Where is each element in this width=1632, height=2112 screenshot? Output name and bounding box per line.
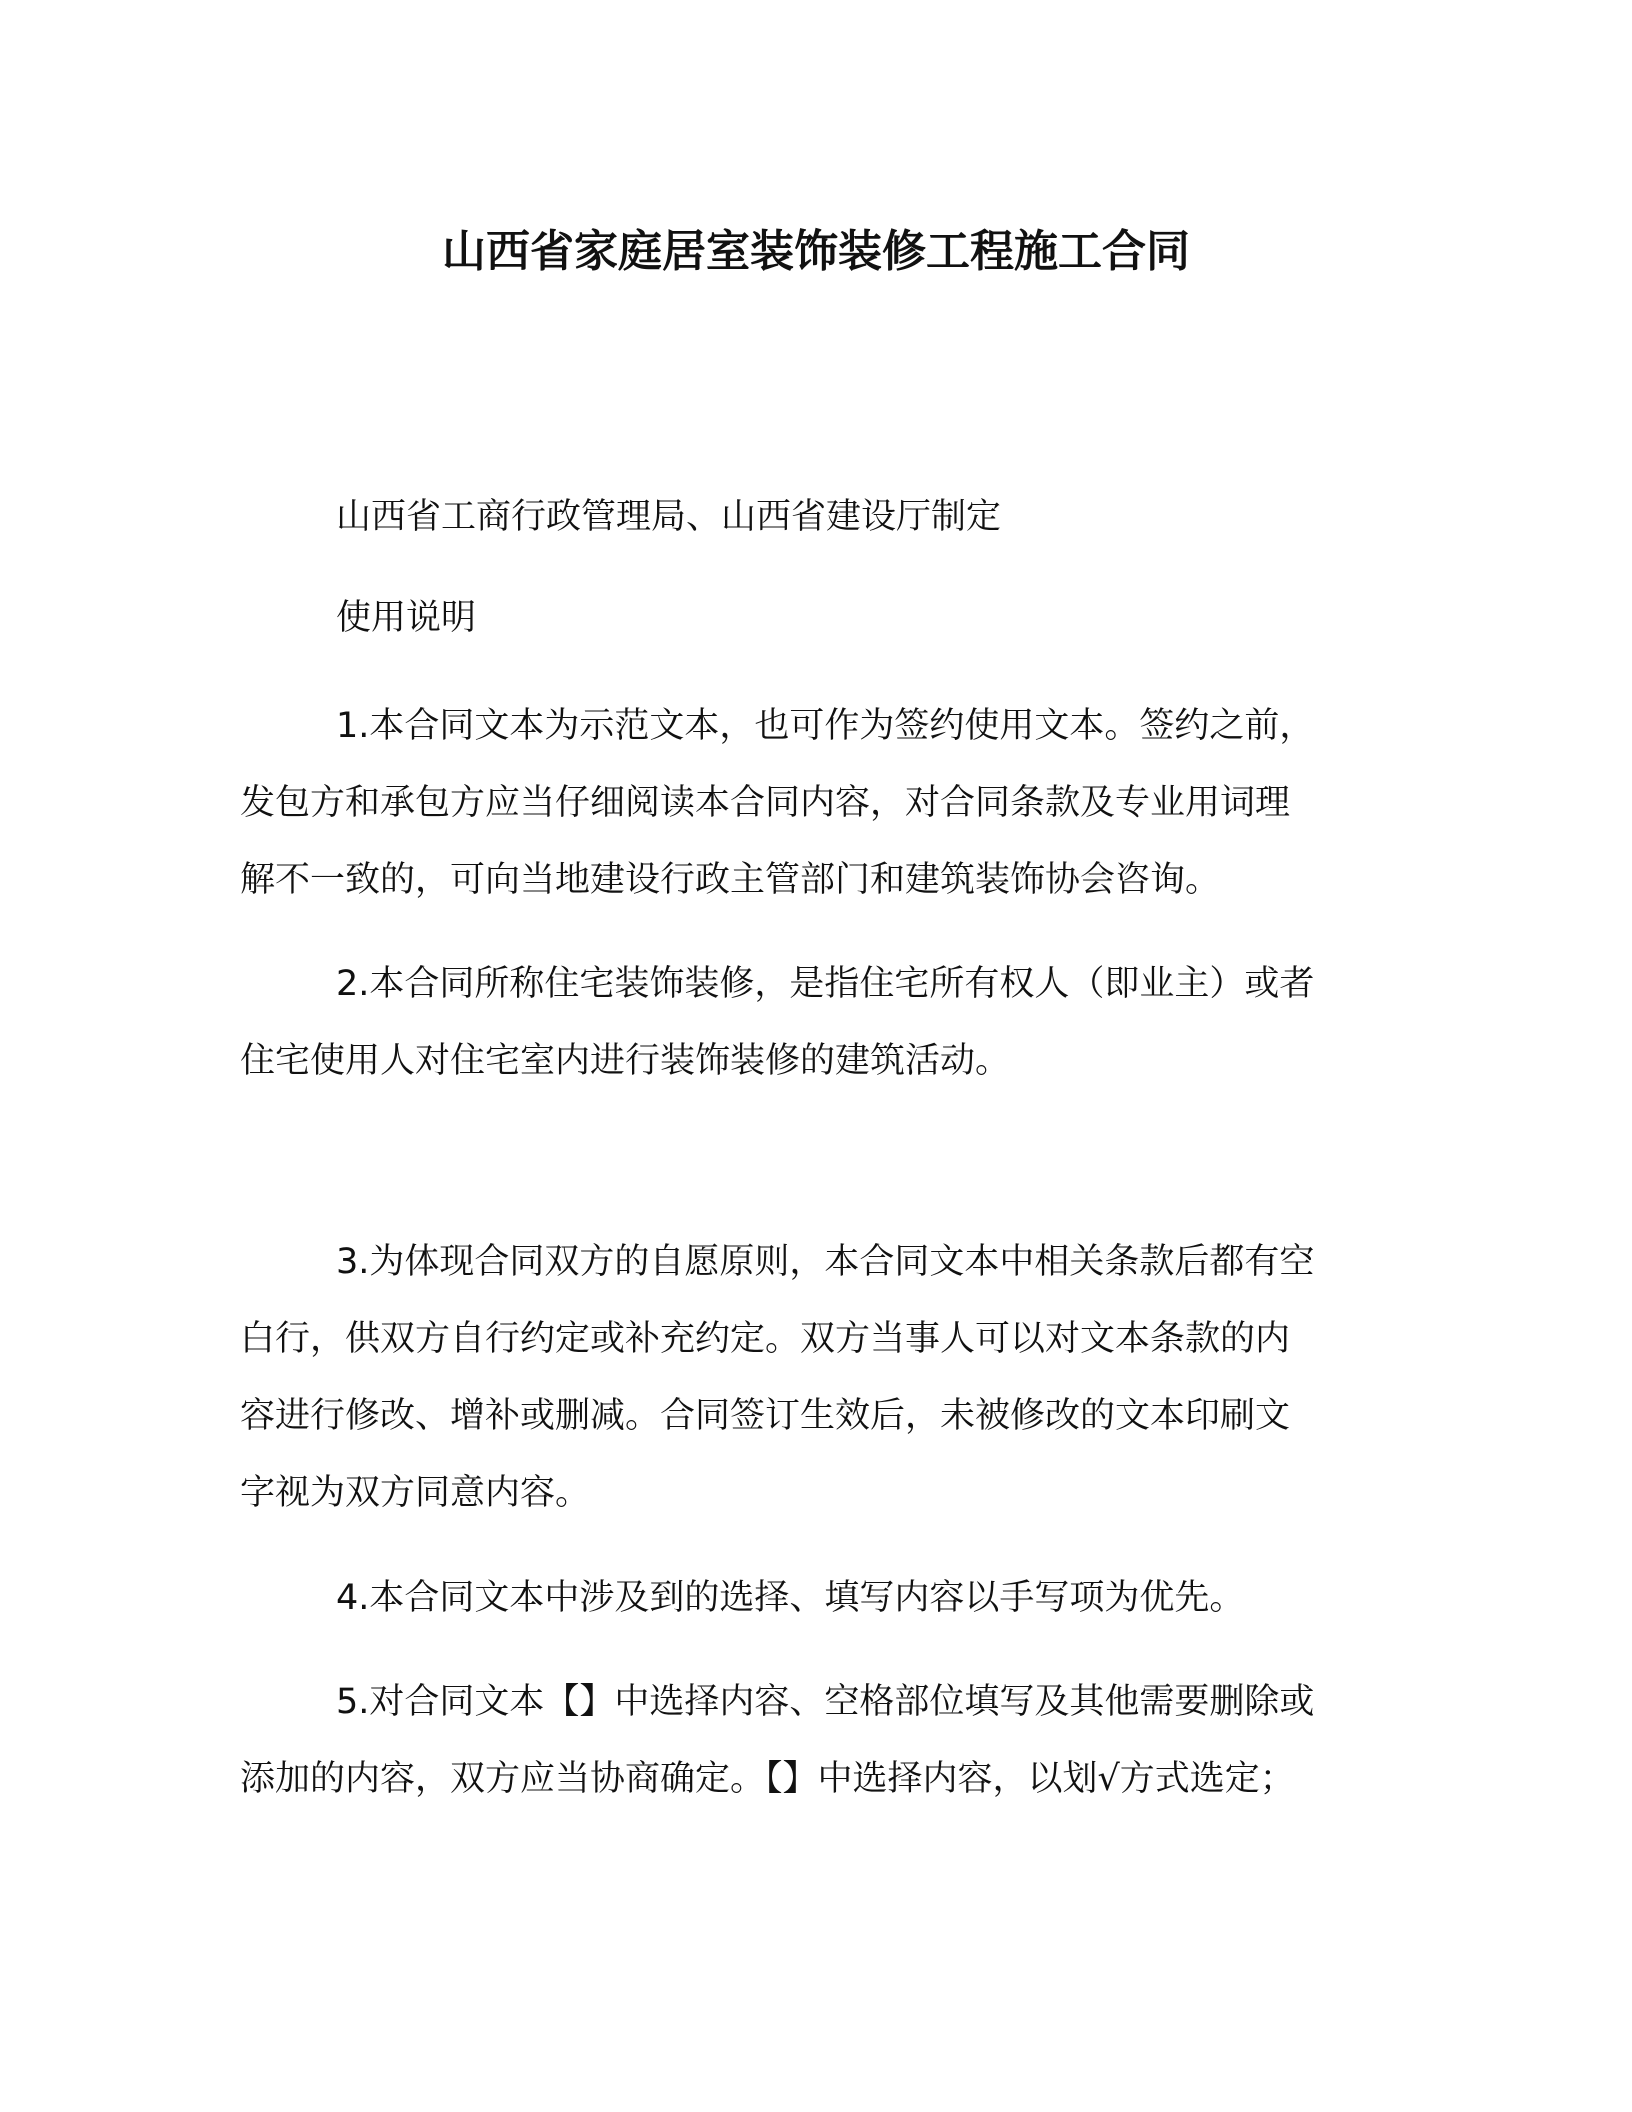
paragraph-line: 4.本合同文本中涉及到的选择、填写内容以手写项为优先。 — [336, 1578, 1245, 1618]
paragraph-1 — [240, 688, 1390, 919]
paragraph-line: 字视为双方同意内容。 — [240, 1473, 591, 1513]
paragraph-line: 容进行修改、增补或删减。合同签订生效后，未被修改的文本印刷文 — [240, 1396, 1291, 1436]
paragraph-line: 发包方和承包方应当仔细阅读本合同内容，对合同条款及专业用词理 — [240, 783, 1291, 823]
paragraph-4 — [240, 1560, 1390, 1637]
document-title: 山西省家庭居室装饰装修工程施工合同 — [442, 226, 1190, 277]
paragraph-line: 解不一致的，可向当地建设行政主管部门和建筑装饰协会咨询。 — [240, 860, 1221, 900]
paragraph-2 — [240, 946, 1390, 1100]
paragraph-3 — [240, 1224, 1390, 1532]
paragraph-line: 白行，供双方自行约定或补充约定。双方当事人可以对文本条款的内 — [240, 1319, 1291, 1359]
paragraph-line: 3.为体现合同双方的自愿原则，本合同文本中相关条款后都有空 — [336, 1242, 1315, 1282]
paragraph-line: 住宅使用人对住宅室内进行装饰装修的建筑活动。 — [240, 1041, 1011, 1081]
paragraph-line: 1.本合同文本为示范文本，也可作为签约使用文本。签约之前， — [336, 706, 1315, 746]
paragraph-line: 2.本合同所称住宅装饰装修，是指住宅所有权人（即业主）或者 — [336, 964, 1315, 1004]
paragraph-line: 5.对合同文本【】中选择内容、空格部位填写及其他需要删除或 — [336, 1682, 1315, 1722]
instructions-heading: 使用说明 — [336, 598, 477, 638]
issuer-line: 山西省工商行政管理局、山西省建设厅制定 — [336, 497, 1002, 537]
paragraph-line: 添加的内容，双方应当协商确定。【】中选择内容，以划√方式选定； — [240, 1759, 1295, 1799]
paragraph-5 — [240, 1664, 1390, 1818]
